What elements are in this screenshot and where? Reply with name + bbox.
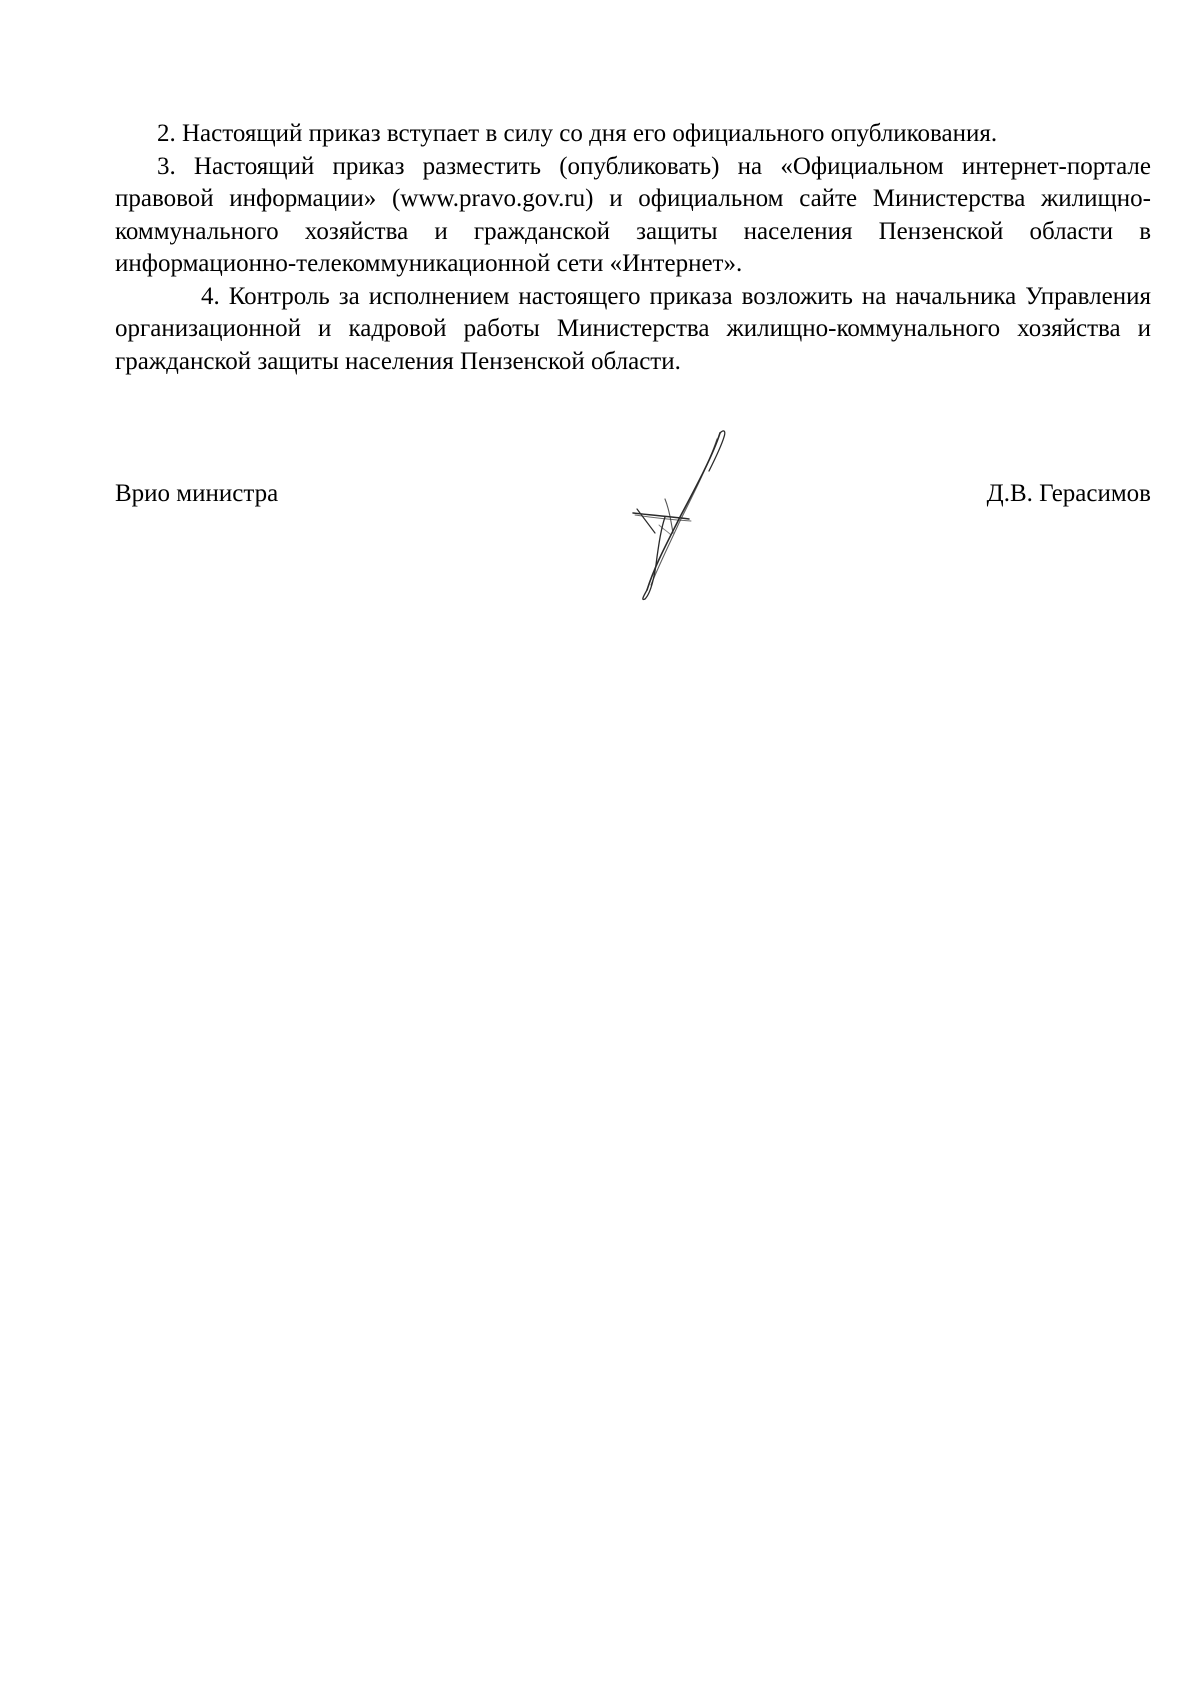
handwritten-signature: [625, 425, 735, 605]
document-body: [115, 118, 1151, 378]
signer-name: Д.В. Герасимов: [986, 480, 1151, 507]
paragraph-effective-date: 2. Настоящий приказ вступает в силу со дня его официального опубликования.: [157, 120, 998, 147]
paragraph-control: 4. Контроль за исполнением настоящего приказа возложить на начальника Управления организационной и кадровой работы Министерства жилищно-коммунального хозяйства и гражданской защиты населения Пензенской области.: [115, 282, 1151, 375]
paragraph-publication: 3. Настоящий приказ разместить (опубликовать) на «Официальном интернет-портале правовой информации» (www.pravo.gov.ru) и официальном сайте Министерства жилищно-коммунального хозяйства и гражданской защиты населения Пензенской области в информационно-телекоммуникационной сети «Интернет».: [115, 152, 1151, 277]
signer-position: Врио министра: [115, 480, 279, 507]
